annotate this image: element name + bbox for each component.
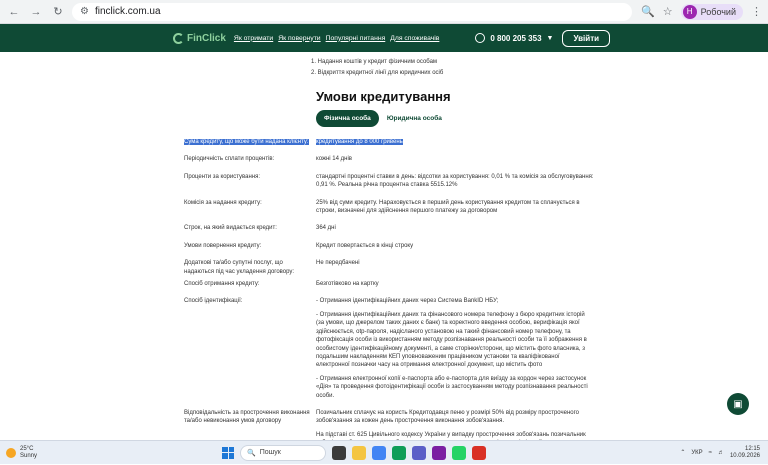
zoom-icon[interactable]: 🔍 [641,6,655,18]
logo-mark-icon [173,33,184,44]
term-value-text: - Отримання ідентифікаційних даних та фінансового номера телефону з бюро кредитних історій (за умови, що джерелом таких даних є банк) та коректного введення особою, верифікація якої здійснюється, otp-пароля, надісланого установою на такий фінансовий номер телефону, та фотофіксація особи із використанням методу розпізнавання реальності особи та її зображення в особистому ідентифікаційному документі, а саме сторінки/сторони, що містить фото власника, з подальшим накладенням КЕП уповноваженим працівником установи та кваліфікованої електронної позначки часу на отримання електронної документ, що містить фото [316,311,587,369]
term-value-text: стандартні процентні ставки в день: відсотки за користування: 0,01 % та комісія за обслуговування: 0,91 %. Реальна річна процентна ставка 5515.12% [316,173,594,189]
site-info-icon[interactable]: ⚙ [80,6,89,17]
term-value-text: Безготівково на картку [316,281,379,288]
chat-icon: ▣ [733,398,743,410]
table-row [184,224,594,237]
term-value [316,199,594,221]
logo-text: FinClick [187,32,226,44]
clock[interactable] [730,446,760,460]
term-label [184,155,316,168]
nav-how-to-repay[interactable]: Як повернути [278,34,321,42]
term-label [184,173,316,195]
table-row [184,155,594,168]
avatar: Н [683,5,697,19]
term-label [184,138,316,151]
term-label [184,259,316,276]
term-label [184,297,316,404]
viber-icon[interactable] [432,446,446,460]
table-row [184,199,594,221]
chrome-icon[interactable] [372,446,386,460]
term-value-text: Кредит повертається в кінці строку [316,242,414,249]
term-value-text: кредитування до 8 000 гривень [316,139,403,145]
term-value-text: Не передбачені [316,260,360,267]
term-label [184,242,316,255]
reload-icon[interactable]: ↻ [53,6,63,18]
weather-label: Sunny [20,452,38,459]
app-icon[interactable] [472,446,486,460]
volume-icon[interactable]: ♬ [717,449,724,456]
term-value [316,138,594,151]
table-row [184,280,594,293]
teams-icon[interactable] [412,446,426,460]
sun-icon [6,448,16,458]
term-value-text: На підставі ст. 625 Цивільного кодексу України у випадку прострочення зобов'язань позичальник [316,431,586,438]
term-value [316,297,594,404]
table-row [184,297,594,404]
table-of-contents [311,57,443,79]
term-value-paragraph [316,375,594,400]
term-label-text: Проценти за користування: [184,173,261,180]
site-header [0,24,768,52]
back-icon[interactable]: ← [8,5,20,18]
taskbar [0,440,768,464]
phone-icon [475,33,485,43]
chevron-down-icon[interactable]: ▼ [546,34,554,42]
term-value-text: 364 дні [316,225,336,232]
term-value-text: - Отримання ідентифікаційних даних через Система BankID НБУ; [316,298,499,305]
table-row [184,173,594,195]
chat-button[interactable] [727,393,749,415]
clock-date: 10.09.2026 [729,452,760,459]
tab-individual[interactable]: Фізична особа [316,110,379,127]
edge-icon[interactable] [392,446,406,460]
logo[interactable] [173,33,226,44]
forward-icon[interactable]: → [30,5,42,18]
term-value-paragraph [316,138,594,146]
term-value-paragraph [316,224,594,232]
task-view-icon[interactable] [332,446,346,460]
weather-widget[interactable] [6,446,126,460]
term-value-text: - Отримання електронної копії е-паспорта або е-паспорта для виїзду за кордон через застосунок «Дія» та проведення фотоідентифікації особи із застосуванням методу розпізнавання реальності особи. [316,375,588,399]
table-row [184,259,594,276]
term-value [316,155,594,168]
toc-item[interactable]: 2. Відкриття кредитної лінії для юридичних осіб [311,70,444,76]
term-label-text: Періодичність сплати процентів: [184,156,275,163]
whatsapp-icon[interactable] [452,446,466,460]
taskbar-search[interactable] [240,445,326,461]
term-label-text: Умови повернення кредиту: [184,242,262,249]
term-label-text: Строк, на який видається кредит: [184,225,277,232]
profile-label: Робочий [700,6,736,17]
toc-item[interactable]: 1. Надання коштів у кредит фізичним особам [311,59,438,65]
term-value [316,280,594,293]
page-title: Умови кредитування [316,89,451,104]
nav-faq[interactable]: Популярні питання [325,34,386,42]
search-icon: 🔍 [247,449,256,457]
borrower-type-tabs [316,110,442,127]
term-value-text: кожні 14 днів [316,156,352,163]
nav-for-consumers[interactable]: Для споживачів [390,34,440,42]
term-value [316,259,594,276]
system-tray [680,446,760,460]
term-value [316,242,594,255]
term-label-text: Спосіб ідентифікації: [184,298,243,305]
term-value-paragraph [316,173,594,190]
weather-temp: 25°C [20,445,34,452]
term-label-text: Відповідальність за прострочення виконання та/або невиконання умов договору [184,409,310,425]
table-row [184,138,594,151]
term-value-paragraph [316,259,594,267]
phone-number[interactable]: 0 800 205 353 [490,33,542,43]
taskbar-search-label: Пошук [259,449,281,456]
term-value-paragraph [316,409,594,426]
term-value-paragraph [316,280,594,288]
profile-button[interactable] [681,4,743,20]
term-value-paragraph [316,311,594,370]
term-value-paragraph [316,155,594,163]
browser-toolbar [0,0,768,24]
term-label-text: Спосіб отримання кредиту: [184,281,260,288]
term-value [316,173,594,195]
file-explorer-icon[interactable] [352,446,366,460]
term-label-text: Сума кредиту, що може бути надана клієнту: [184,139,309,145]
chevron-up-icon[interactable]: ⌃ [680,450,686,456]
menu-dots-icon[interactable]: ⋮ [751,6,762,18]
url-text: finclick.com.ua [94,6,161,17]
term-value-paragraph [316,199,594,216]
address-bar[interactable] [72,3,632,21]
term-label [184,224,316,237]
table-row [184,242,594,255]
tab-legal-entity[interactable]: Юридична особа [386,115,442,122]
term-value-paragraph [316,242,594,250]
term-value [316,224,594,237]
term-value-paragraph [316,297,594,305]
wifi-icon[interactable]: ≈ [708,449,712,456]
terms-table [184,138,594,465]
login-button[interactable]: Увійти [562,30,610,47]
term-label-text: Додаткові та/або супутні послуг, що надаються під час укладення договору: [184,260,295,275]
page-content [0,52,768,440]
language-indicator[interactable]: УКР [691,449,703,456]
term-label [184,199,316,221]
bookmark-star-icon[interactable]: ☆ [662,6,673,18]
nav-how-to-get[interactable]: Як отримати [233,34,274,42]
clock-time: 12:15 [744,445,760,452]
term-value-text: 25% від суми кредиту. Нараховується в перший день користування кредитом та сплачується в строки, визначені для здійснення першого платежу за договором [316,199,580,215]
term-value-text: Позичальник сплачує на користь Кредитодавця пеню у розмірі 50% від розміру простроченого зобов'язання за кожен день прострочення виконання зобов'язання. [316,409,579,425]
term-label [184,280,316,293]
term-label-text: Комісія за надання кредиту: [184,199,262,206]
windows-start-icon[interactable] [222,447,234,459]
main-nav [234,35,439,42]
